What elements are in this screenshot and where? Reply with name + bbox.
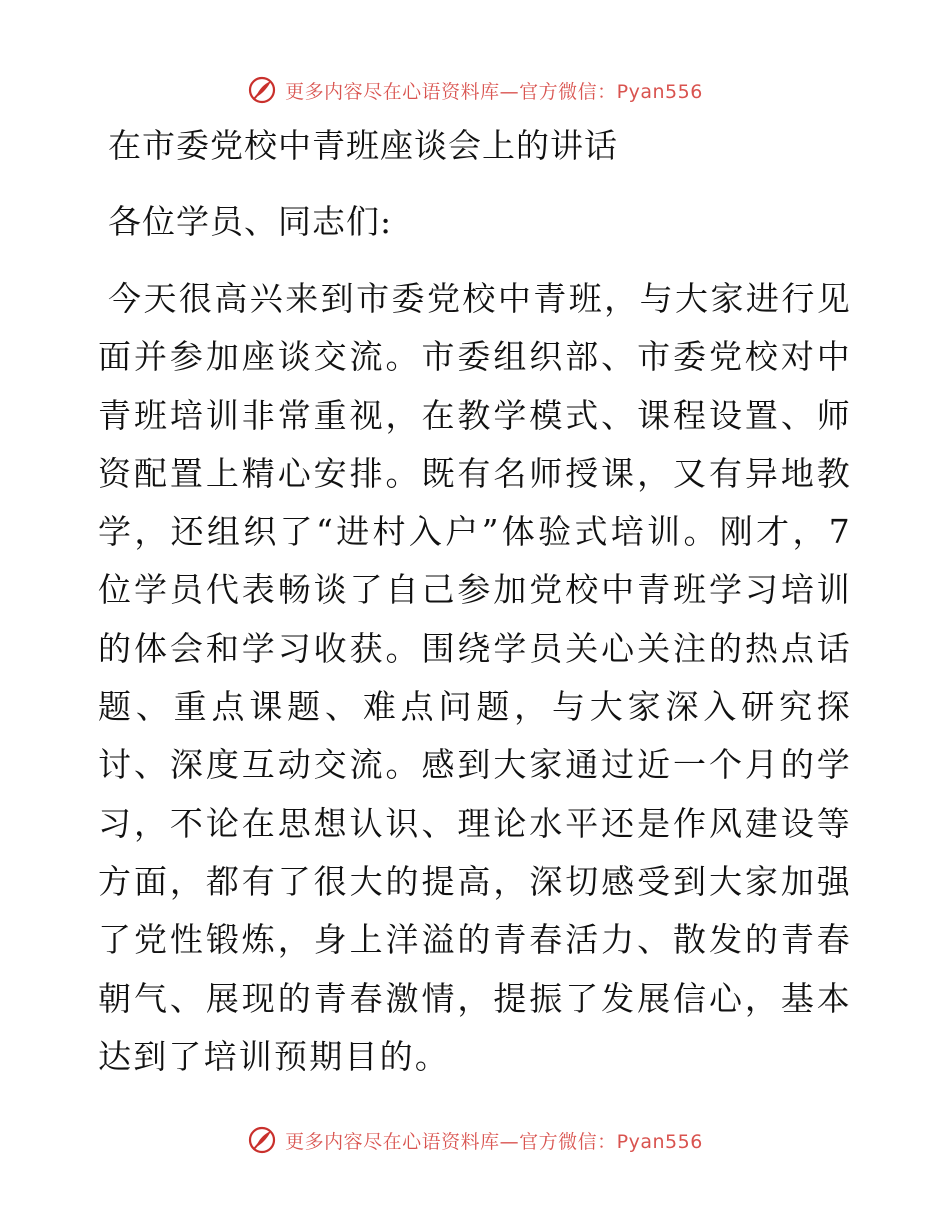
feather-logo-icon (247, 1125, 277, 1155)
body-paragraph: 今天很高兴来到市委党校中青班，与大家进行见面并参加座谈交流。市委组织部、市委党校对中青班培训非常重视，在教学模式、课程设置、师资配置上精心安排。既有名师授课，又有异地教学，还组织了“进村入户”体验式培训。刚才，7位学员代表畅谈了自己参加党校中青班学习培训的体会和学习收获。围绕学员关心关注的热点话题、重点课题、难点问题，与大家深入研究探讨、深度互动交流。感到大家通过近一个月的学习，不论在思想认识、理论水平还是作风建设等方面，都有了很大的提高，深切感受到大家加强了党性锻炼，身上洋溢的青春活力、散发的青春朝气、展现的青春激情，提振了发展信心，基本达到了培训预期目的。 (98, 279, 852, 1076)
footer-watermark (0, 1120, 950, 1160)
watermark-text: 更多内容尽在心语资料库—官方微信：Pyan556 (285, 1130, 703, 1153)
salutation: 各位学员、同志们: (108, 202, 393, 241)
watermark-text: 更多内容尽在心语资料库—官方微信：Pyan556 (285, 80, 703, 103)
header-watermark (0, 70, 950, 110)
document-title: 在市委党校中青班座谈会上的讲话 (108, 126, 618, 165)
feather-logo-icon (247, 75, 277, 105)
